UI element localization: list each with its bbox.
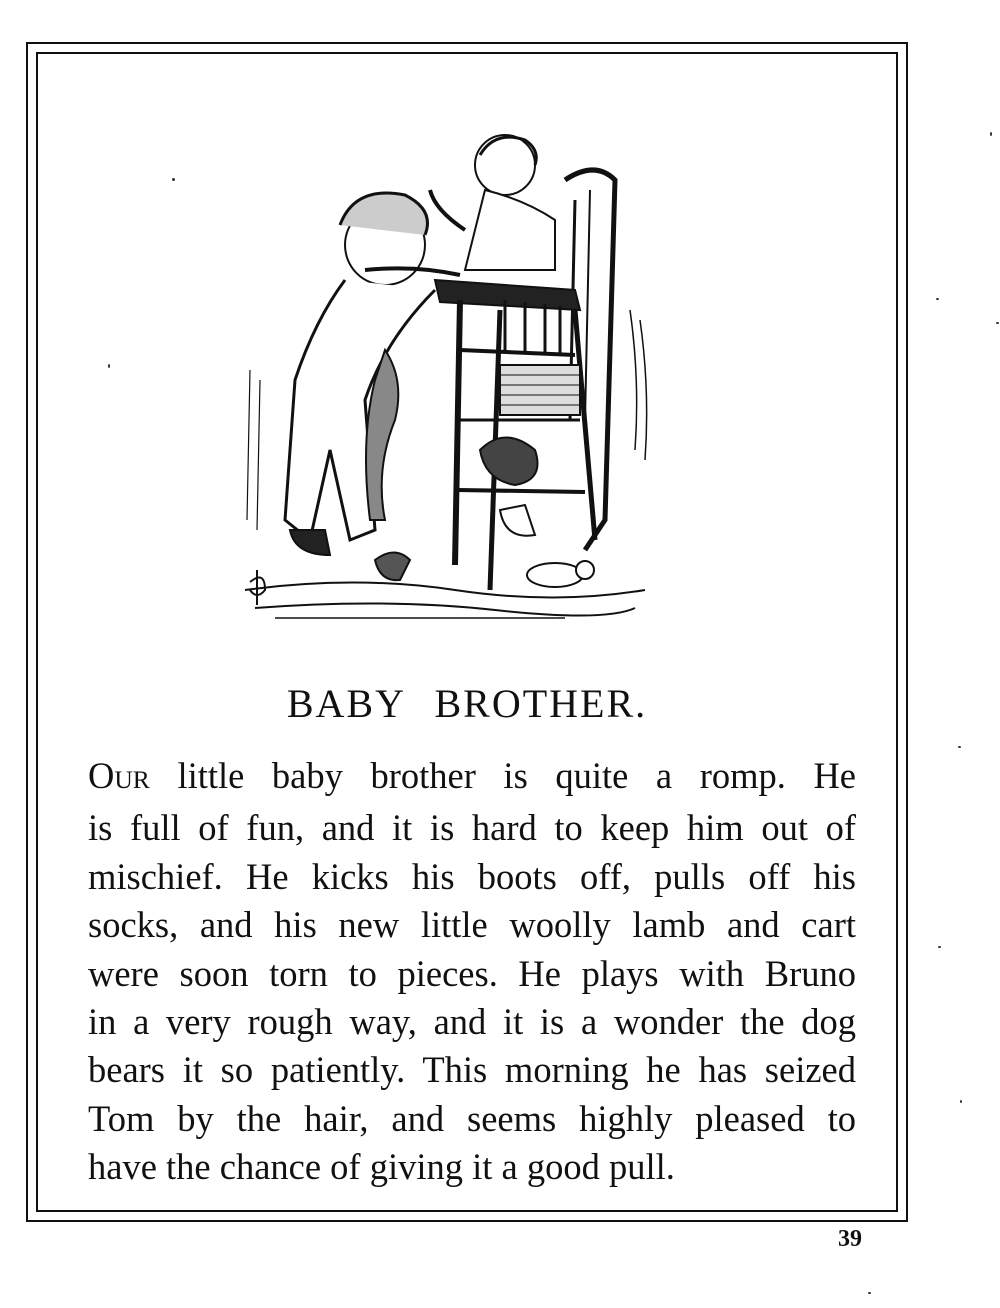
paragraph-line: is full of fun, and it is hard to keep him out of <box>88 807 856 849</box>
story-title: BABY BROTHER. <box>286 681 648 726</box>
story-paragraph <box>88 752 856 1192</box>
scan-speck <box>868 1292 871 1294</box>
engraving-children-high-chair-icon <box>235 120 655 630</box>
scan-speck <box>108 364 110 368</box>
scan-speck <box>958 746 961 748</box>
scan-speck <box>936 298 939 300</box>
paragraph-line: mischief. He kicks his boots off, pulls off his <box>88 855 856 897</box>
paragraph-line: bears it so patiently. This morning he has seized <box>88 1049 856 1091</box>
paragraph-line: socks, and his new little woolly lamb and cart <box>88 904 856 946</box>
paragraph-line: were soon torn to pieces. He plays with Bruno <box>88 952 856 994</box>
paragraph-line: in a very rough way, and it is a wonder the dog <box>88 1001 856 1043</box>
scan-speck <box>996 322 999 324</box>
page-number: 39 <box>838 1226 862 1252</box>
paragraph-line: Tom by the hair, and seems highly pleased to <box>88 1097 856 1139</box>
scan-speck <box>172 178 175 181</box>
paragraph-line: have the chance of giving it a good pull. <box>88 1146 675 1188</box>
paragraph-line: OUR little baby brother is quite a romp. He <box>88 755 856 796</box>
scan-speck <box>960 1100 962 1103</box>
scan-speck <box>990 132 992 136</box>
scan-speck <box>938 946 941 948</box>
